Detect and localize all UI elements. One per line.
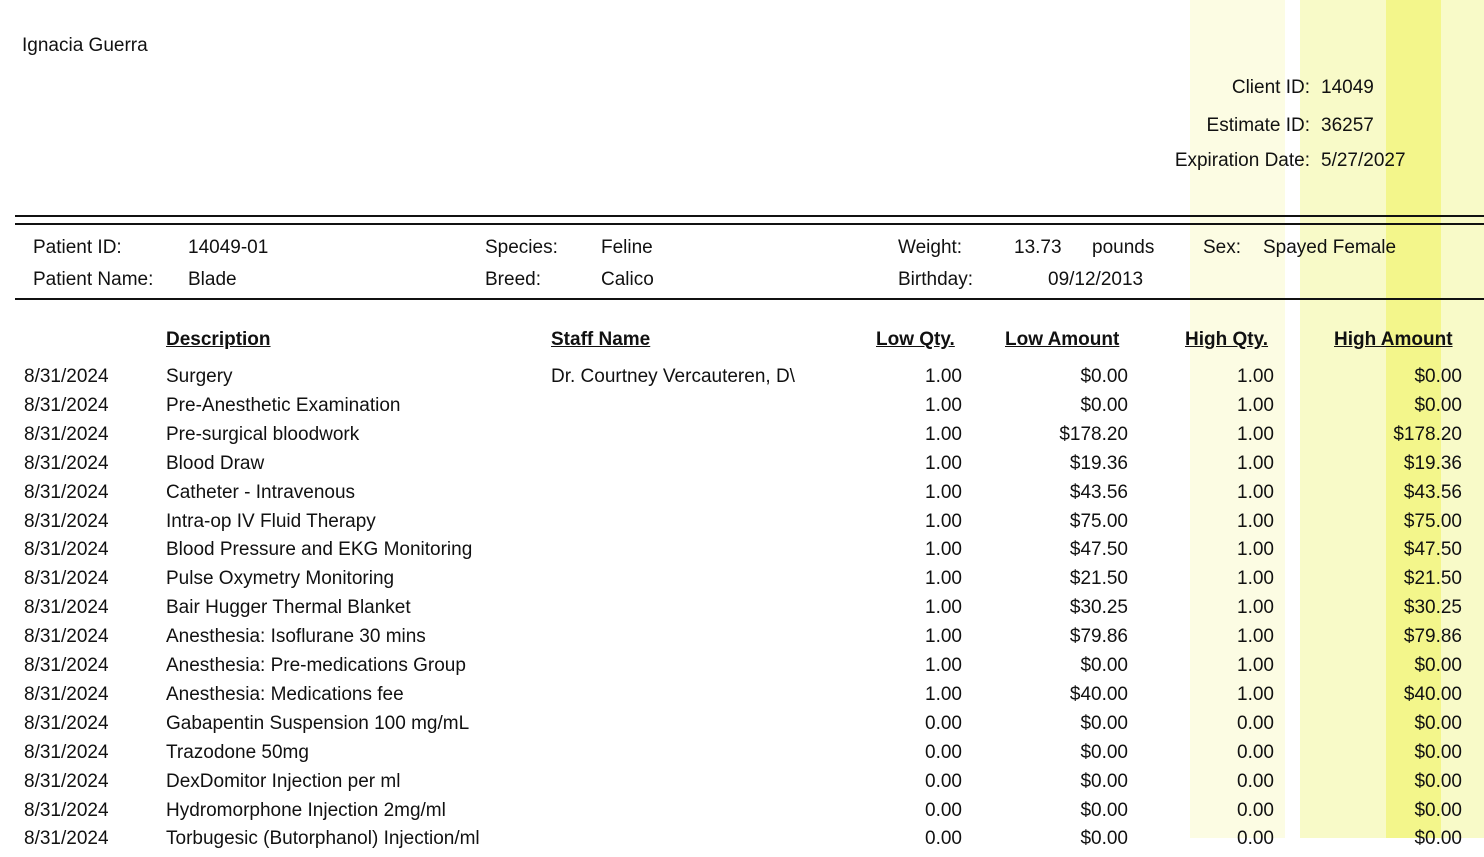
row-high-amount: $75.00 [1403,510,1462,532]
row-low-qty: 1.00 [925,568,962,590]
row-high-qty: 0.00 [1237,770,1274,792]
row-high-amount: $0.00 [1414,741,1462,763]
row-low-qty: 1.00 [925,683,962,705]
row-high-amount: $43.56 [1403,481,1462,503]
row-low-amount: $43.56 [1069,481,1128,503]
patient-name-value: Blade [188,269,237,290]
row-description: Trazodone 50mg [166,741,309,763]
row-high-qty: 1.00 [1237,568,1274,590]
row-low-amount: $0.00 [1080,712,1128,734]
row-date: 8/31/2024 [24,366,109,387]
row-low-qty: 1.00 [925,452,962,474]
table-row [0,366,1484,395]
row-high-qty: 1.00 [1237,597,1274,619]
row-date: 8/31/2024 [24,770,109,792]
table-row [0,713,1484,742]
row-high-qty: 0.00 [1237,741,1274,763]
row-description: Intra-op IV Fluid Therapy [166,510,376,532]
estimate-id-label: Estimate ID: [1206,115,1310,136]
table-row [0,626,1484,655]
client-id-value: 14049 [1321,77,1374,98]
row-description: DexDomitor Injection per ml [166,770,401,792]
row-high-amount: $0.00 [1414,655,1462,676]
row-low-qty: 1.00 [925,394,962,416]
row-description: Torbugesic (Butorphanol) Injection/ml [166,828,480,850]
row-high-amount: $47.50 [1403,539,1462,561]
row-low-qty: 1.00 [925,655,962,676]
row-date: 8/31/2024 [24,741,109,763]
weight-unit: pounds [1092,237,1155,258]
row-high-qty: 1.00 [1237,510,1274,532]
row-high-qty: 1.00 [1237,683,1274,705]
row-low-qty: 1.00 [925,539,962,561]
row-description: Anesthesia: Medications fee [166,683,404,705]
row-low-qty: 1.00 [925,481,962,503]
weight-label: Weight: [898,237,963,258]
row-low-qty: 1.00 [925,510,962,532]
row-high-qty: 0.00 [1237,712,1274,734]
table-row [0,424,1484,453]
table-row [0,828,1484,857]
row-high-amount: $0.00 [1414,828,1462,850]
row-low-qty: 0.00 [925,799,962,821]
birthday-label: Birthday: [898,269,973,290]
row-low-amount: $47.50 [1069,539,1128,561]
row-high-amount: $19.36 [1403,452,1462,474]
row-low-amount: $40.00 [1069,683,1128,705]
patient-divider [15,298,1484,300]
row-date: 8/31/2024 [24,452,109,474]
header-divider [15,223,1484,225]
row-date: 8/31/2024 [24,626,109,648]
table-row [0,568,1484,597]
weight-value: 13.73 [1014,237,1062,258]
row-low-qty: 0.00 [925,712,962,734]
row-low-amount: $0.00 [1080,770,1128,792]
row-low-qty: 1.00 [925,423,962,445]
header-low-qty: Low Qty. [876,329,955,350]
table-row [0,684,1484,713]
row-high-qty: 1.00 [1237,539,1274,561]
row-high-qty: 1.00 [1237,394,1274,416]
header-high-qty: High Qty. [1185,329,1269,350]
row-low-qty: 1.00 [925,626,962,648]
patient-id-label: Patient ID: [33,237,122,258]
table-row [0,395,1484,424]
row-low-qty: 0.00 [925,741,962,763]
row-description: Pre-surgical bloodwork [166,423,360,445]
table-row [0,655,1484,684]
row-description: Blood Draw [166,452,265,474]
row-high-qty: 1.00 [1237,626,1274,648]
row-date: 8/31/2024 [24,539,109,561]
row-description: Pulse Oxymetry Monitoring [166,568,395,590]
estimate-id-value: 36257 [1321,115,1374,136]
row-date: 8/31/2024 [24,683,109,705]
row-high-qty: 1.00 [1237,481,1274,503]
row-high-amount: $79.86 [1403,626,1462,648]
client-id-label: Client ID: [1231,77,1310,98]
table-row [0,539,1484,568]
patient-name-label: Patient Name: [33,269,154,290]
expiration-date-label: Expiration Date: [1174,150,1310,171]
row-high-qty: 0.00 [1237,828,1274,850]
row-low-amount: $79.86 [1069,626,1128,648]
row-high-amount: $0.00 [1414,366,1462,387]
row-low-qty: 0.00 [925,770,962,792]
row-description: Anesthesia: Isoflurane 30 mins [166,626,426,648]
row-description: Surgery [166,366,233,387]
row-high-amount: $0.00 [1414,394,1462,416]
row-date: 8/31/2024 [24,481,109,503]
row-low-qty: 1.00 [925,366,962,387]
row-high-qty: 1.00 [1237,655,1274,676]
row-high-amount: $0.00 [1414,799,1462,821]
header-description: Description [166,329,271,350]
row-low-amount: $0.00 [1080,741,1128,763]
row-low-amount: $178.20 [1059,423,1128,445]
row-date: 8/31/2024 [24,712,109,734]
row-low-amount: $0.00 [1080,394,1128,416]
row-high-qty: 1.00 [1237,423,1274,445]
row-description: Catheter - Intravenous [166,481,356,503]
table-row [0,511,1484,540]
row-description: Anesthesia: Pre-medications Group [166,655,466,676]
row-date: 8/31/2024 [24,510,109,532]
row-description: Hydromorphone Injection 2mg/ml [166,799,446,821]
row-high-qty: 1.00 [1237,366,1274,387]
row-low-amount: $75.00 [1069,510,1128,532]
header-low-amount: Low Amount [1005,329,1120,350]
row-low-amount: $19.36 [1069,452,1128,474]
row-description: Gabapentin Suspension 100 mg/mL [166,712,470,734]
row-high-qty: 0.00 [1237,799,1274,821]
row-description: Pre-Anesthetic Examination [166,394,401,416]
species-value: Feline [601,237,653,258]
row-high-amount: $0.00 [1414,712,1462,734]
sex-value: Spayed Female [1263,237,1397,258]
client-name: Ignacia Guerra [22,35,148,56]
row-date: 8/31/2024 [24,655,109,676]
breed-value: Calico [601,269,654,290]
table-row [0,800,1484,829]
row-high-amount: $40.00 [1403,683,1462,705]
row-low-amount: $0.00 [1080,655,1128,676]
row-low-amount: $0.00 [1080,366,1128,387]
breed-label: Breed: [485,269,541,290]
header-high-amount: High Amount [1334,329,1453,350]
header-staff-name: Staff Name [551,329,651,350]
row-description: Blood Pressure and EKG Monitoring [166,539,473,561]
header-divider [15,215,1484,217]
row-low-amount: $0.00 [1080,828,1128,850]
row-high-amount: $178.20 [1393,423,1462,445]
row-high-amount: $21.50 [1403,568,1462,590]
row-date: 8/31/2024 [24,423,109,445]
species-label: Species: [485,237,558,258]
row-low-amount: $21.50 [1069,568,1128,590]
row-date: 8/31/2024 [24,568,109,590]
row-date: 8/31/2024 [24,597,109,619]
row-date: 8/31/2024 [24,394,109,416]
row-low-amount: $0.00 [1080,799,1128,821]
table-row [0,482,1484,511]
row-staff-name: Dr. Courtney Vercauteren, D\ [551,366,795,387]
row-high-qty: 1.00 [1237,452,1274,474]
patient-id-value: 14049-01 [188,237,269,258]
sex-label: Sex: [1203,237,1242,258]
row-low-qty: 0.00 [925,828,962,850]
table-row [0,742,1484,771]
row-low-amount: $30.25 [1069,597,1128,619]
expiration-date-value: 5/27/2027 [1321,150,1406,171]
birthday-value: 09/12/2013 [1048,269,1144,290]
row-date: 8/31/2024 [24,799,109,821]
row-description: Bair Hugger Thermal Blanket [166,597,411,619]
row-low-qty: 1.00 [925,597,962,619]
row-high-amount: $0.00 [1414,770,1462,792]
row-date: 8/31/2024 [24,828,109,850]
table-row [0,597,1484,626]
table-row [0,771,1484,800]
table-row [0,453,1484,482]
row-high-amount: $30.25 [1403,597,1462,619]
